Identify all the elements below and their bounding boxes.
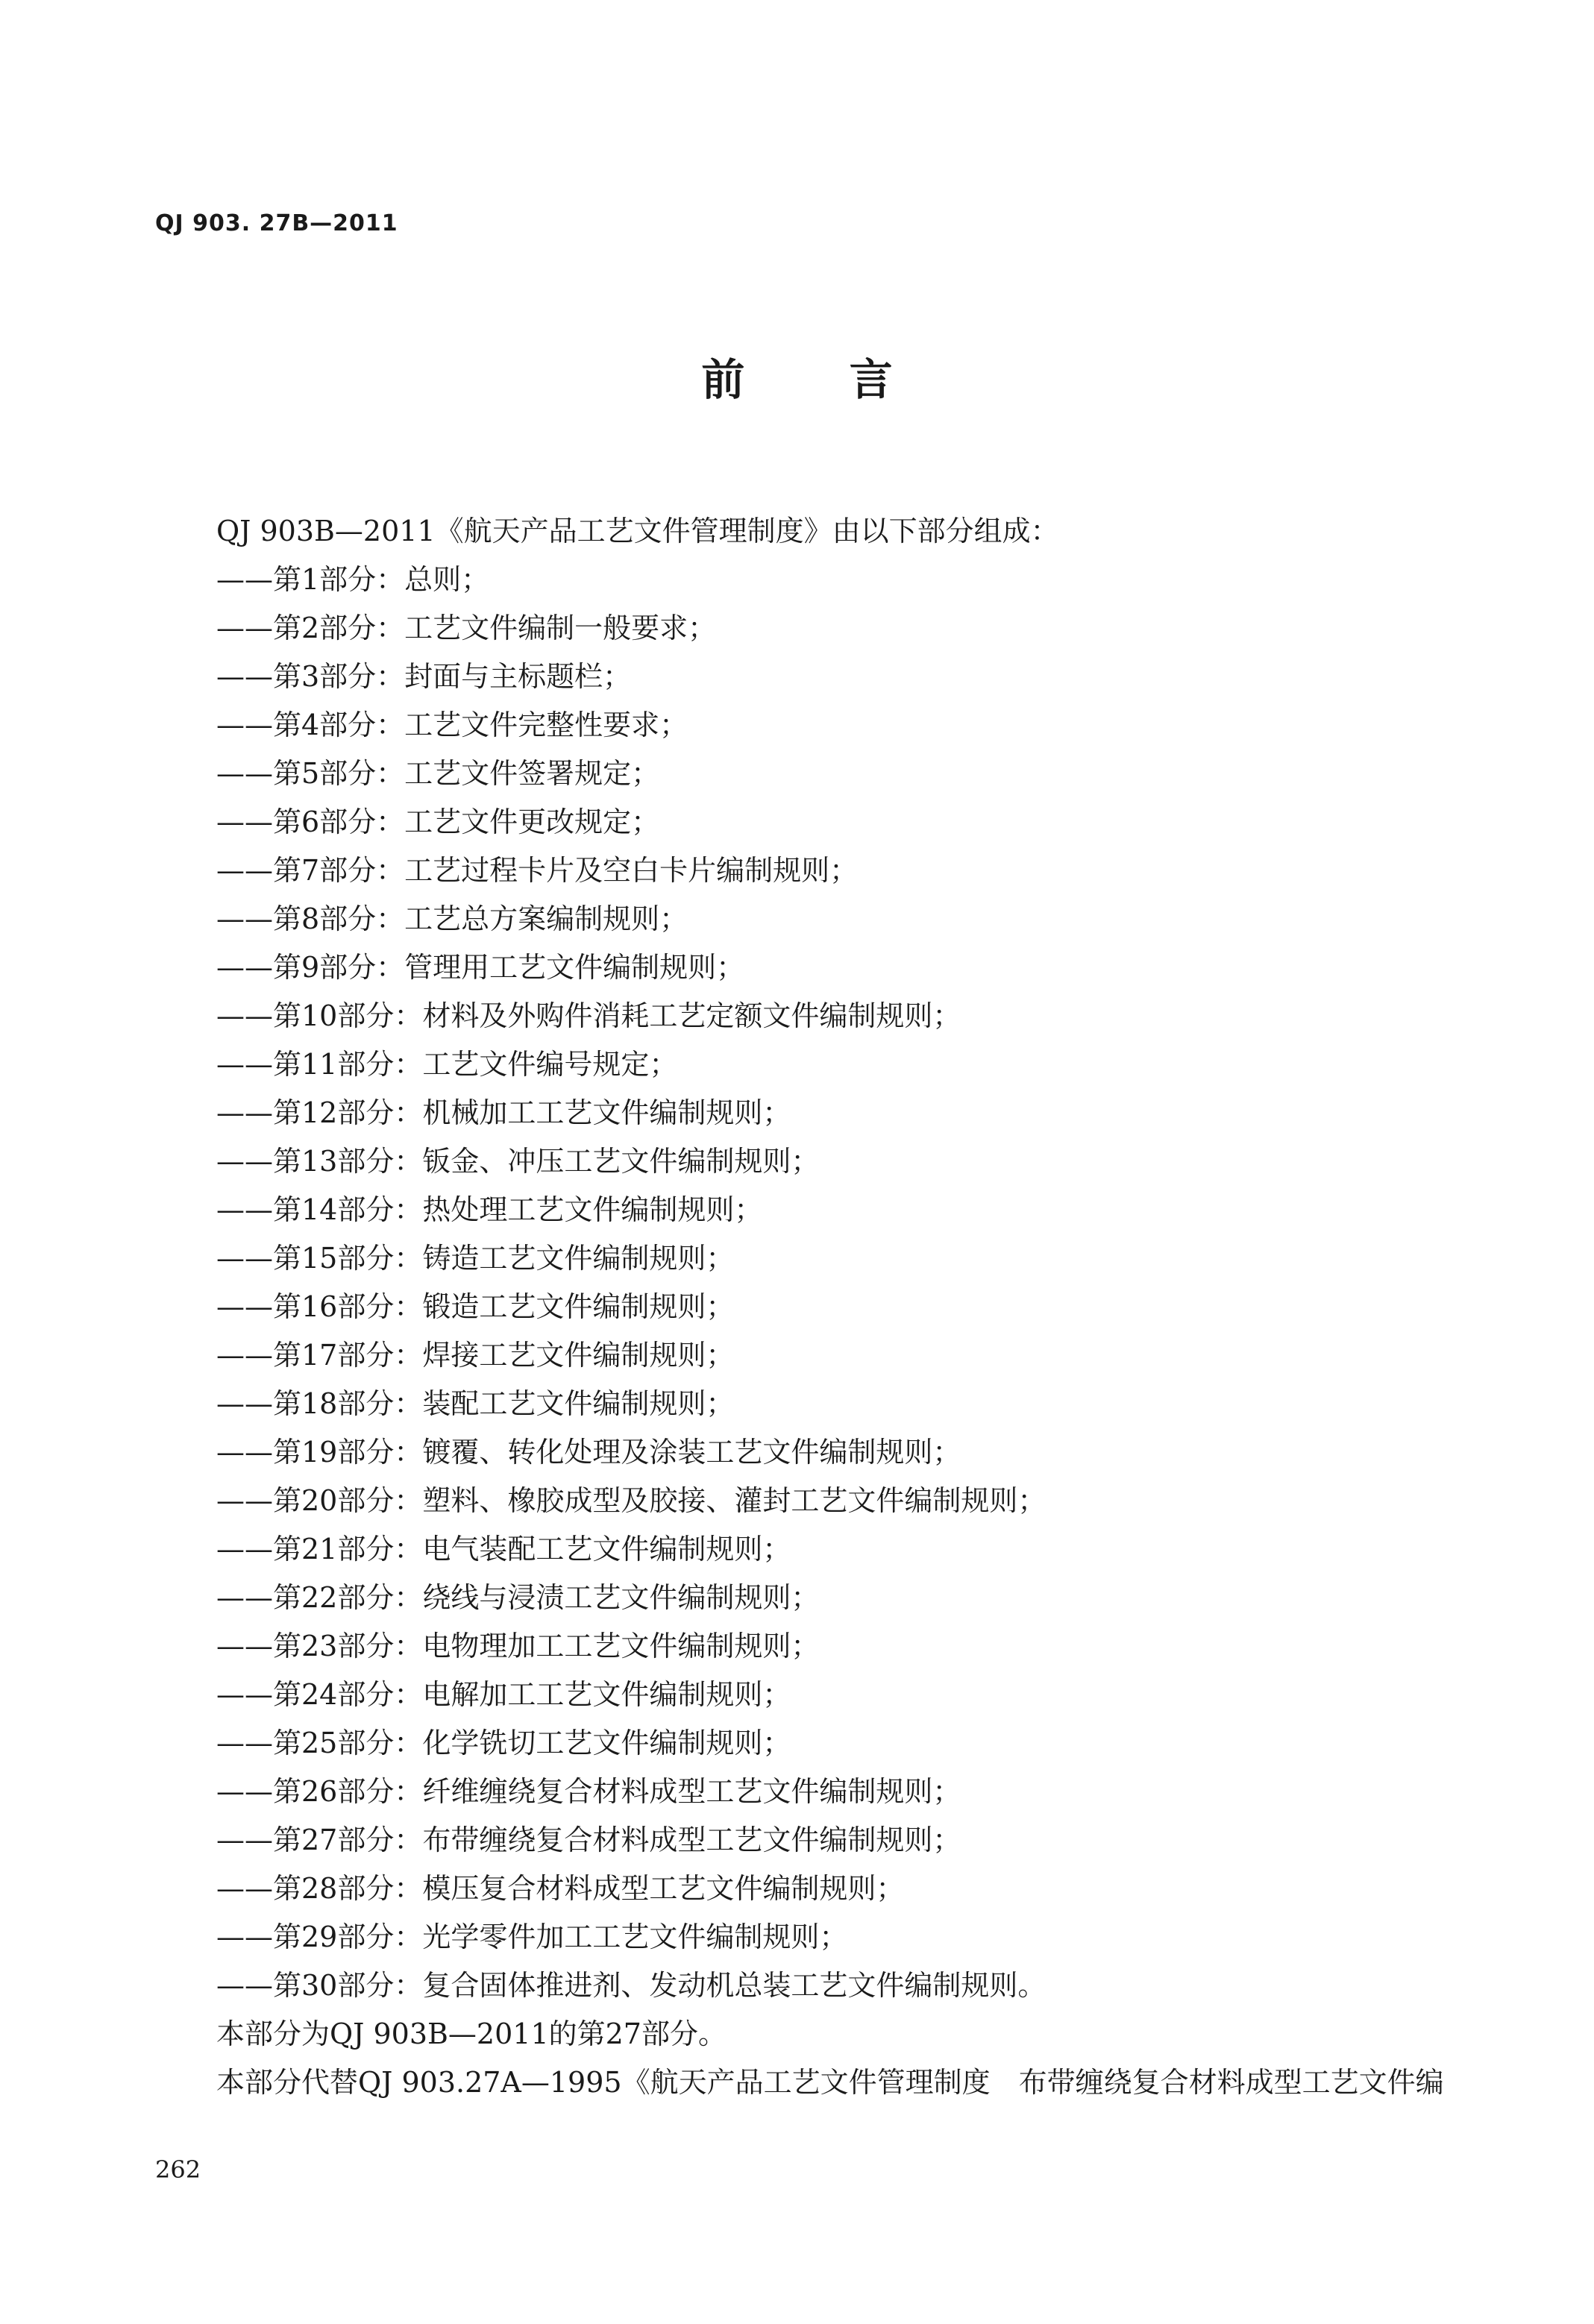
list-item: ——第30部分：复合固体推进剂、发动机总装工艺文件编制规则。 — [216, 1969, 1047, 2002]
list-item: ——第23部分：电物理加工工艺文件编制规则； — [216, 1630, 820, 1662]
list-item: ——第22部分：绕线与浸渍工艺文件编制规则； — [216, 1581, 820, 1614]
list-item: ——第4部分：工艺文件完整性要求； — [216, 709, 688, 741]
list-item: ——第26部分：纤维缠绕复合材料成型工艺文件编制规则； — [216, 1775, 961, 1808]
foreword-body — [216, 507, 1484, 2107]
list-item: ——第28部分：模压复合材料成型工艺文件编制规则； — [216, 1872, 905, 1905]
list-item: ——第24部分：电解加工工艺文件编制规则； — [216, 1678, 791, 1711]
list-item: ——第12部分：机械加工工艺文件编制规则； — [216, 1096, 791, 1129]
list-item: ——第11部分：工艺文件编号规定； — [216, 1048, 678, 1081]
list-item: ——第20部分：塑料、橡胶成型及胶接、灌封工艺文件编制规则； — [216, 1484, 1047, 1517]
document-code: QJ 903. 27B—2011 — [155, 210, 398, 236]
page-number: 262 — [155, 2155, 201, 2184]
list-item: ——第10部分：材料及外购件消耗工艺定额文件编制规则； — [216, 999, 961, 1032]
page-title: 前 言 — [701, 354, 938, 405]
list-item: ——第8部分：工艺总方案编制规则； — [216, 902, 688, 935]
list-item: ——第17部分：焊接工艺文件编制规则； — [216, 1339, 735, 1372]
list-item: ——第1部分：总则； — [216, 563, 490, 596]
list-item: ——第29部分：光学零件加工工艺文件编制规则； — [216, 1921, 848, 1953]
list-item: ——第6部分：工艺文件更改规定； — [216, 805, 660, 838]
replaces-paragraph: 本部分代替QJ 903.27A—1995《航天产品工艺文件管理制度 布带缠绕复合材料成型工艺文件编 — [216, 2066, 1444, 2099]
list-item: ——第15部分：铸造工艺文件编制规则； — [216, 1242, 735, 1275]
list-item: ——第21部分：电气装配工艺文件编制规则； — [216, 1533, 791, 1565]
intro-paragraph: QJ 903B—2011《航天产品工艺文件管理制度》由以下部分组成： — [216, 515, 1059, 547]
parts-list — [216, 556, 1484, 2010]
list-item: ——第13部分：钣金、冲压工艺文件编制规则； — [216, 1145, 820, 1178]
list-item: ——第3部分：封面与主标题栏； — [216, 660, 632, 693]
list-item: ——第18部分：装配工艺文件编制规则； — [216, 1387, 735, 1420]
list-item: ——第5部分：工艺文件签署规定； — [216, 757, 660, 790]
list-item: ——第7部分：工艺过程卡片及空白卡片编制规则； — [216, 854, 859, 887]
list-item: ——第25部分：化学铣切工艺文件编制规则； — [216, 1727, 791, 1759]
list-item: ——第19部分：镀覆、转化处理及涂装工艺文件编制规则； — [216, 1436, 961, 1469]
this-part-paragraph: 本部分为QJ 903B—2011的第27部分。 — [216, 2017, 727, 2050]
list-item: ——第27部分：布带缠绕复合材料成型工艺文件编制规则； — [216, 1824, 961, 1856]
list-item: ——第9部分：管理用工艺文件编制规则； — [216, 951, 745, 984]
list-item: ——第14部分：热处理工艺文件编制规则； — [216, 1193, 763, 1226]
list-item: ——第2部分：工艺文件编制一般要求； — [216, 612, 717, 644]
list-item: ——第16部分：锻造工艺文件编制规则； — [216, 1290, 735, 1323]
